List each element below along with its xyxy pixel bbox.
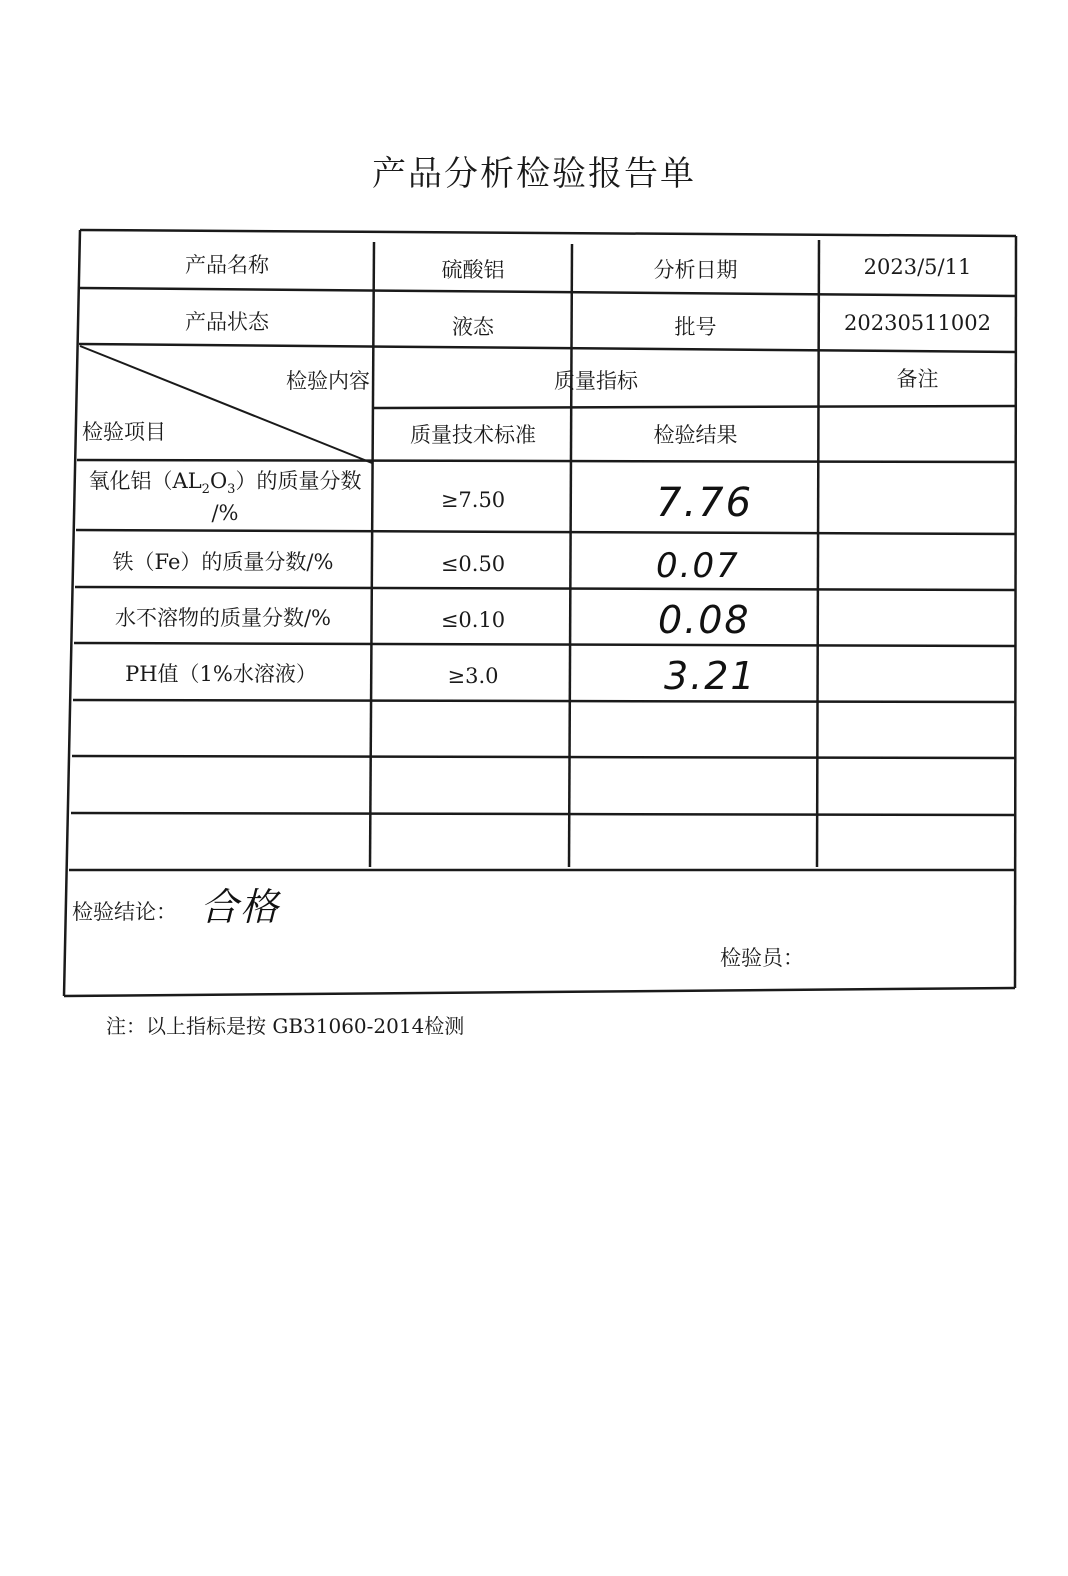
- product-name-value: 硫酸铝: [441, 257, 505, 282]
- product-name-label: 产品名称: [185, 252, 269, 277]
- analysis-date-label: 分析日期: [653, 257, 738, 282]
- quality-index-header: 质量指标: [554, 368, 638, 393]
- handwritten-conclusion: 合格: [200, 885, 281, 929]
- standard-header: 质量技术标准: [410, 422, 536, 447]
- table-row-item: 铁（Fe）的质量分数/%: [112, 549, 334, 574]
- table-row-standard: ≤0.10: [440, 607, 506, 632]
- batch-value: 20230511002: [844, 310, 991, 335]
- table-row-standard: ≥3.0: [447, 663, 499, 688]
- handwritten-result: 7.76: [656, 480, 754, 526]
- item-alumina-line2: /%: [211, 500, 239, 525]
- result-header: 检验结果: [653, 422, 738, 447]
- handwritten-result: 0.07: [656, 546, 740, 586]
- table-row-item: 水不溶物的质量分数/%: [114, 605, 332, 630]
- inspector-label: 检验员：: [720, 946, 804, 970]
- product-state-label: 产品状态: [185, 309, 269, 334]
- batch-label: 批号: [674, 314, 717, 339]
- inspection-item-label: 检验项目: [82, 419, 166, 444]
- footnote: 注：以上指标是按 GB31060-2014检测: [106, 1014, 465, 1038]
- table-row-item: [78, 464, 372, 530]
- remarks-header: 备注: [896, 366, 939, 391]
- inspection-content-label: 检验内容: [286, 368, 370, 393]
- report-title: 产品分析检验报告单: [372, 154, 696, 194]
- item-alumina-line1: 氧化铝$(AL_2O_3)$的质量分数: [88, 468, 362, 498]
- conclusion-label: 检验结论：: [72, 900, 177, 924]
- handwritten-result: 0.08: [658, 598, 751, 642]
- analysis-date-value: 2023/5/11: [863, 254, 972, 279]
- table-row-standard: ≤0.50: [440, 551, 506, 576]
- table-row-standard: ≥7.50: [440, 487, 506, 512]
- table-row-item: PH值（1%水溶液）: [125, 661, 317, 686]
- product-state-value: 液态: [452, 314, 494, 339]
- handwritten-result: 3.21: [664, 654, 757, 698]
